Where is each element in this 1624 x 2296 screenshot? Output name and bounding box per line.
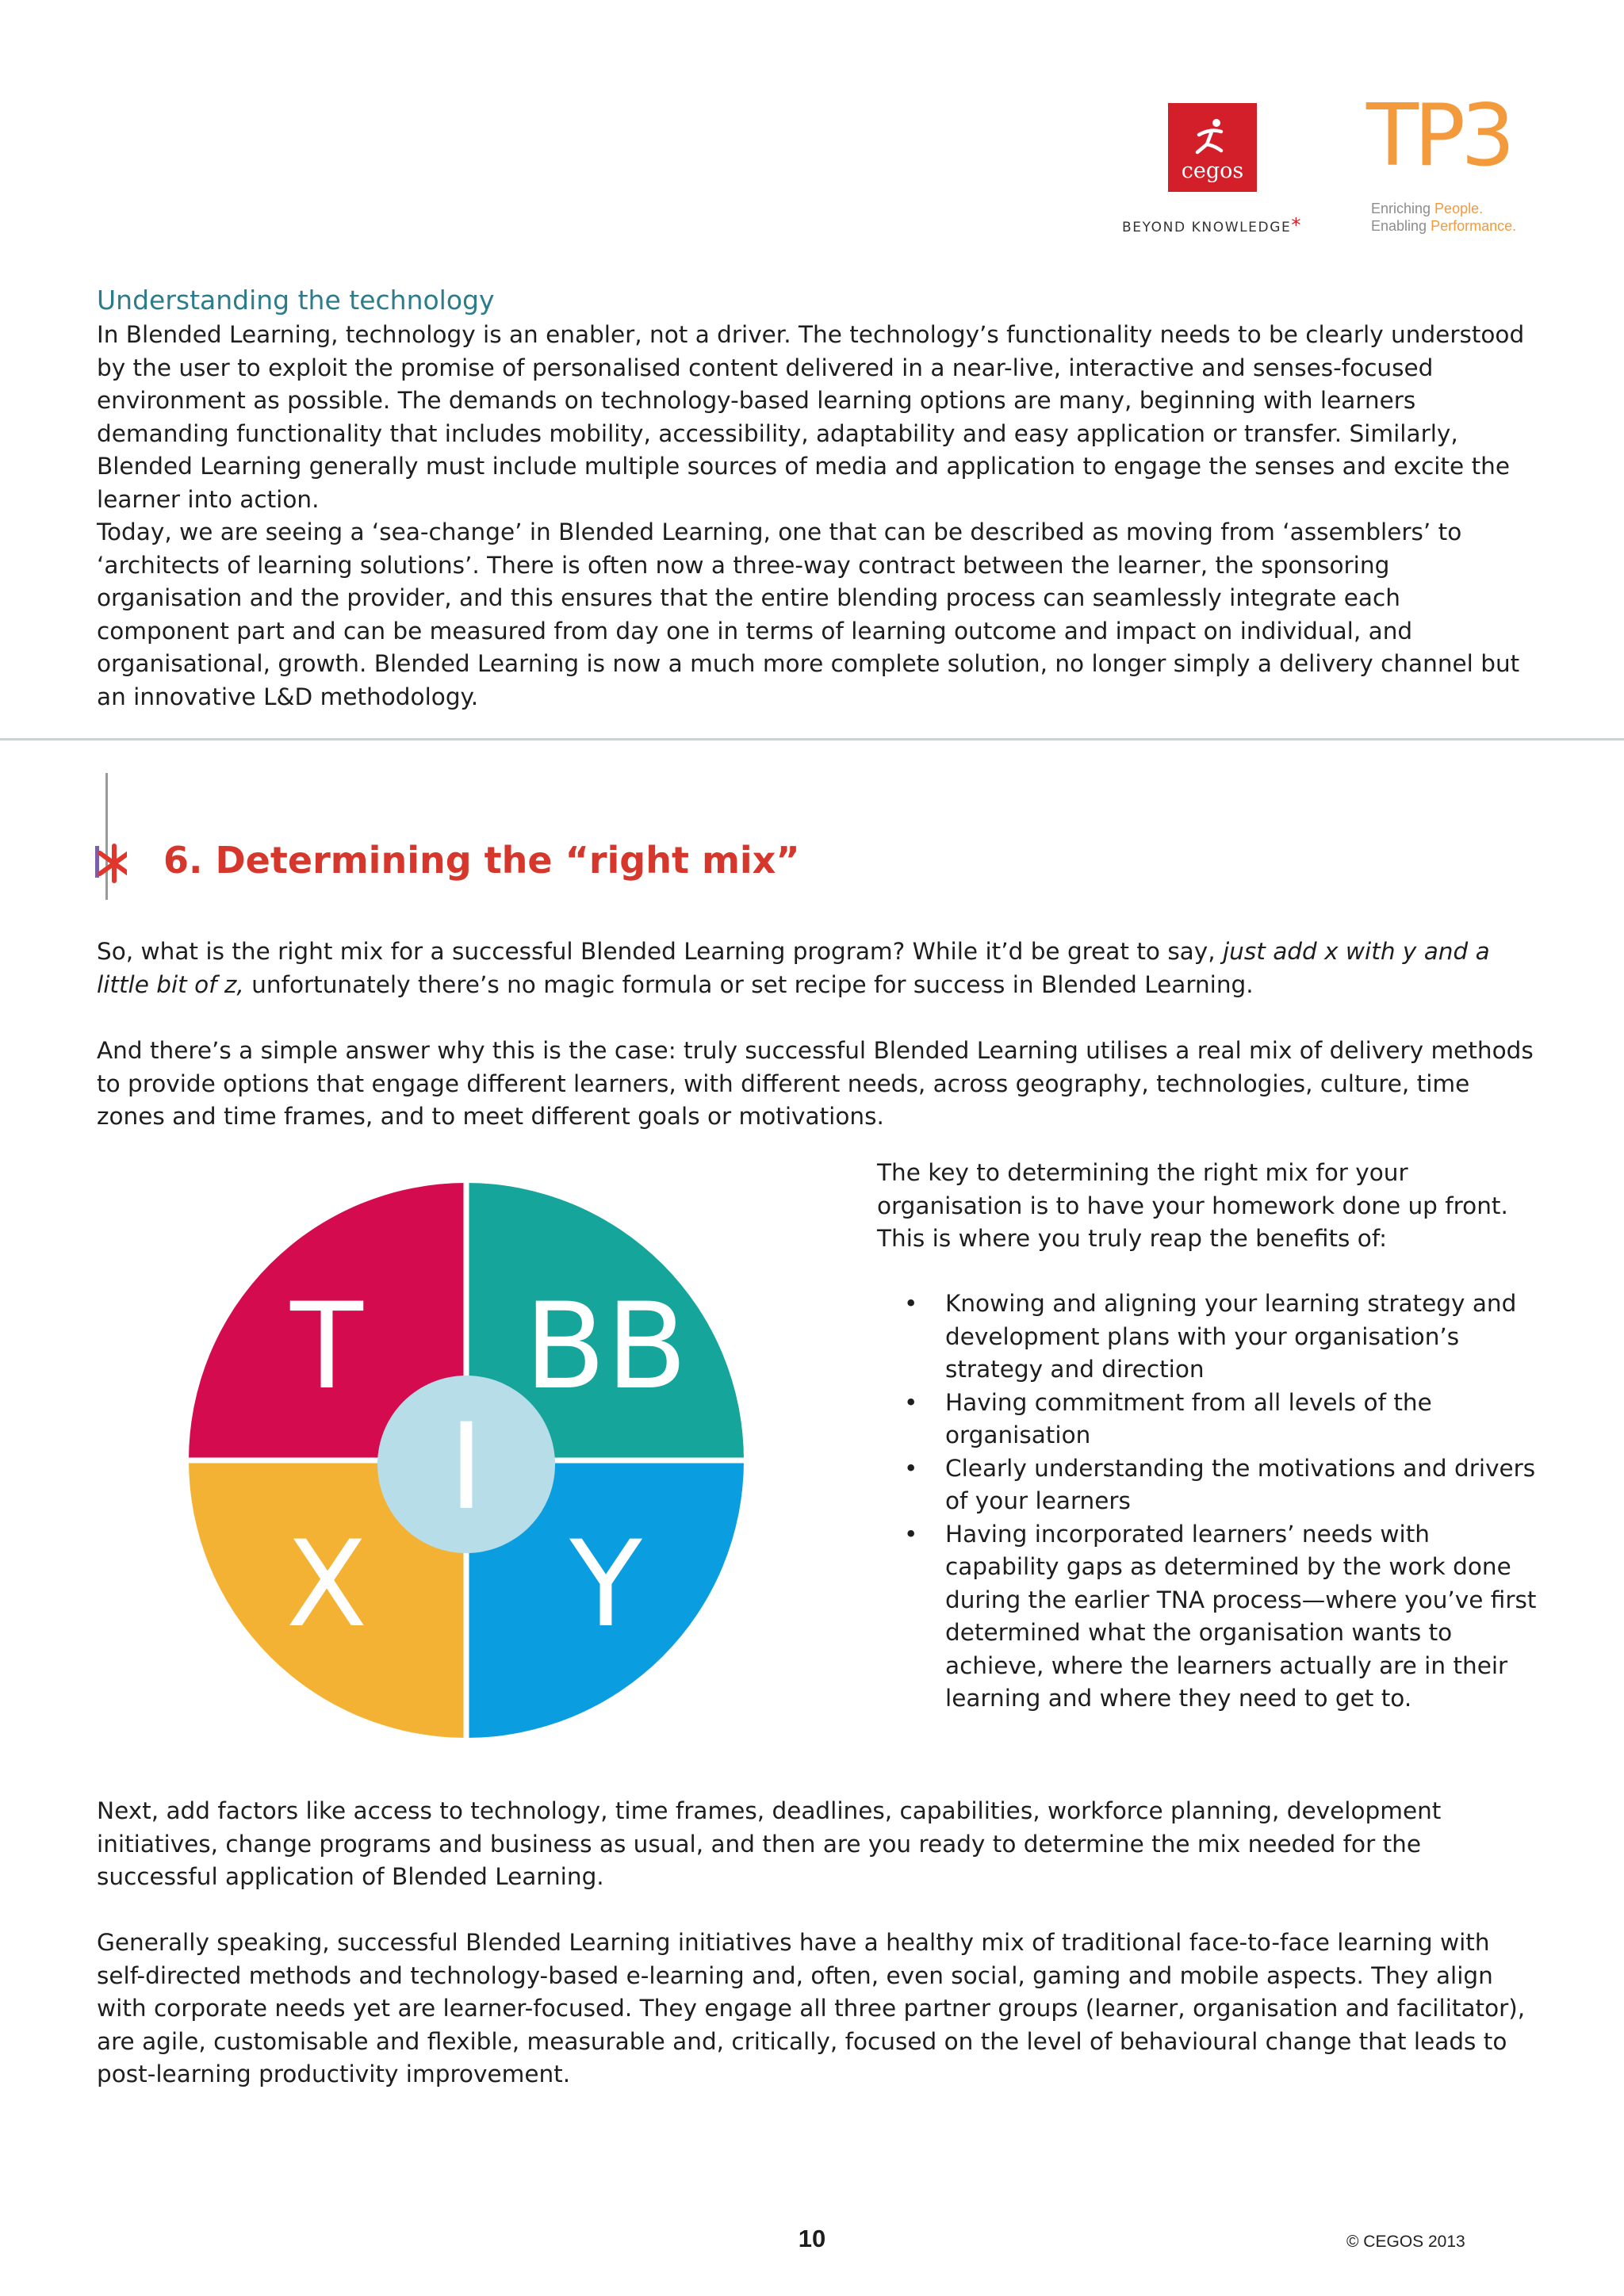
cegos-logo-text: cegos bbox=[1181, 159, 1244, 183]
cegos-star: * bbox=[1291, 214, 1302, 236]
right-mix-paragraph-2: And there’s a simple answer why this is the case: truly successful Blended Learning utilises a real mix of delivery methods to provide options that engage different learners, with different needs, across geography, technologies, culture, time zones and time frames, and to meet different goals or motivations. bbox=[97, 1037, 1534, 1130]
intro-italic: just add x with y and a little bit of z, bbox=[97, 938, 1490, 998]
cegos-tagline bbox=[1122, 214, 1312, 236]
key-paragraph: The key to determining the right mix for your organisation is to have your homework done up front. This is where you truly reap the benefits of: bbox=[877, 1159, 1508, 1252]
page-number: 10 bbox=[798, 2225, 826, 2252]
section-divider bbox=[0, 738, 1624, 740]
list-item: • Clearly understanding the motivations and drivers of your learners bbox=[877, 1452, 1540, 1518]
tp3-tagline bbox=[1371, 200, 1516, 235]
cegos-logo bbox=[1168, 103, 1257, 192]
intro-text-a: So, what is the right mix for a successful Blended Learning program? While it’d be great to say, bbox=[97, 938, 1223, 965]
benefits-list bbox=[877, 1288, 1540, 1716]
intro-text-b: unfortunately there’s no magic formula or set recipe for success in Blended Learning. bbox=[243, 970, 1254, 998]
section-heading: 6. Determining the “right mix” bbox=[163, 839, 800, 882]
tbbixy-wheel-diagram bbox=[181, 1175, 752, 1746]
wheel-label-x: X bbox=[285, 1516, 368, 1654]
tp3-tag-enriching: Enriching bbox=[1371, 201, 1435, 216]
final-paragraph: Generally speaking, successful Blended Learning initiatives have a healthy mix of traditional face-to-face learning with self-directed methods and technology-based e-learning and, often, even social, gaming and mobile aspects. They align with corporate needs yet are learner-focused. They engage all three partner groups (learner, organisation and facilitator), are agile, customisable and flexible, measurable and, critically, focused on the level of behavioural change that leads to post-learning productivity improvement. bbox=[97, 1929, 1526, 2087]
tp3-tag-enabling: Enabling bbox=[1371, 218, 1431, 234]
wheel-label-t: T bbox=[290, 1278, 363, 1416]
copyright: © CEGOS 2013 bbox=[1346, 2233, 1465, 2251]
wheel-label-y: Y bbox=[569, 1516, 642, 1654]
next-paragraph: Next, add factors like access to technology, time frames, deadlines, capabilities, workforce planning, development initiatives, change programs and business as usual, and then are you ready to determine the mix needed for the successful application of Blended Learning. bbox=[97, 1797, 1442, 1890]
technology-paragraph-2: Today, we are seeing a ‘sea-change’ in Blended Learning, one that can be described as moving from ‘assemblers’ to ‘architects of learning solutions’. There is often now a three-way contract between the learner, the sponsoring organisation and the provider, and this ensures that the entire blending process can seamlessly integrate each component part and can be measured from day one in terms of learning outcome and impact on individual, and organisational, growth. Blended Learning is now a much more complete solution, no longer simply a delivery channel but an innovative L&D methodology. bbox=[97, 519, 1520, 710]
tp3-tag-performance: Performance. bbox=[1431, 218, 1517, 234]
cegos-figure-icon bbox=[1193, 117, 1232, 155]
section-title: Understanding the technology bbox=[97, 285, 495, 316]
list-item: • Having incorporated learners’ needs with capability gaps as determined by the work done during the earlier TNA process—where you’ve first determined what the organisation wants to achieve, where the learners actually are in their learning and where they need to get to. bbox=[877, 1518, 1540, 1716]
cegos-tagline-text: BEYOND KNOWLEDGE bbox=[1122, 220, 1292, 235]
list-item: • Having commitment from all levels of the organisation bbox=[877, 1387, 1540, 1452]
bookmark-asterisk-icon bbox=[95, 773, 127, 900]
tp3-tag-people: People. bbox=[1434, 201, 1484, 216]
list-item: • Knowing and aligning your learning strategy and development plans with your organisation’s strategy and direction bbox=[877, 1288, 1540, 1387]
wheel-label-i: I bbox=[448, 1399, 485, 1536]
technology-paragraph-1: In Blended Learning, technology is an enabler, not a driver. The technology’s functionality needs to be clearly understood by the user to exploit the promise of personalised content delivered in a near-live, interactive and senses-focused environment as possible. The demands on technology-based learning options are many, beginning with learners demanding functionality that includes mobility, accessibility, adaptability and easy application or transfer. Similarly, Blended Learning generally must include multiple sources of media and application to engage the senses and excite the learner into action. bbox=[97, 321, 1525, 513]
tp3-logo: TP3 bbox=[1366, 86, 1511, 186]
wheel-label-bb: BB bbox=[524, 1278, 688, 1416]
right-mix-intro bbox=[97, 936, 1540, 1001]
